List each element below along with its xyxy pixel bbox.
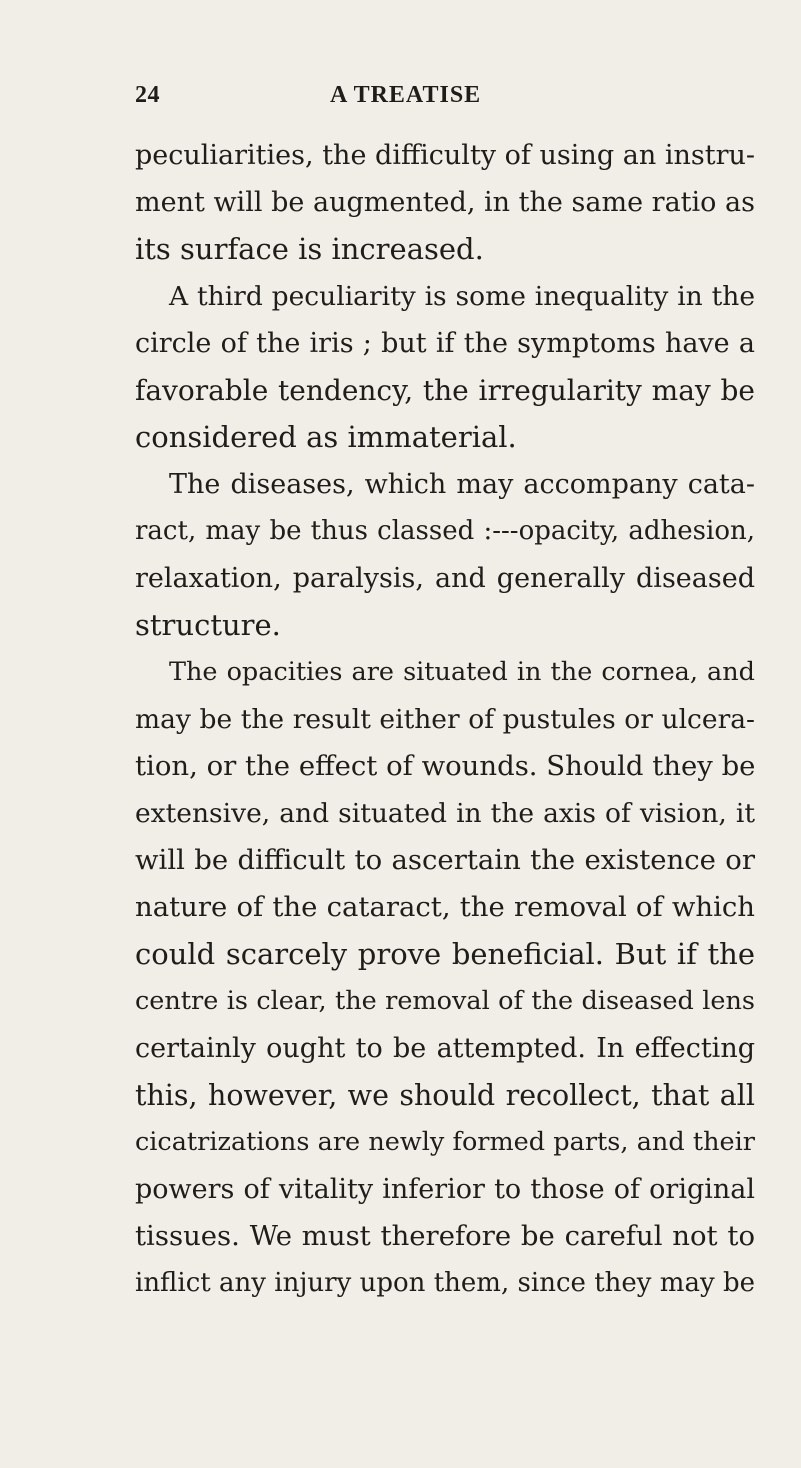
- text-line: could scarcely prove beneficial. But if the: [135, 937, 755, 971]
- text-line: ment will be augmented, in the same ratio as: [135, 187, 755, 218]
- text-line: inflict any injury upon them, since they may be: [135, 1268, 755, 1298]
- text-line: extensive, and situated in the axis of vision, it: [135, 798, 755, 829]
- text-line: The diseases, which may accompany cata-: [169, 469, 755, 500]
- page-number: 24: [135, 82, 160, 108]
- text-line: peculiarities, the difficulty of using an instru-: [135, 140, 755, 171]
- text-line: cicatrizations are newly formed parts, and their: [135, 1127, 755, 1157]
- text-line: ract, may be thus classed :---opacity, adhesion,: [135, 516, 755, 546]
- body-text: [135, 132, 755, 1307]
- text-line: The opacities are situated in the cornea, and: [169, 657, 755, 687]
- text-line: will be difficult to ascertain the existence or: [135, 844, 755, 876]
- running-title: A TREATISE: [330, 82, 482, 108]
- text-line: favorable tendency, the irregularity may be: [135, 374, 755, 407]
- text-line: this, however, we should recollect, that all: [135, 1079, 755, 1112]
- text-line: powers of vitality inferior to those of original: [135, 1174, 755, 1205]
- text-line: nature of the cataract, the removal of which: [135, 891, 755, 923]
- text-line: structure.: [135, 608, 281, 642]
- text-line: A third peculiarity is some inequality in the: [169, 281, 755, 312]
- text-line: certainly ought to be attempted. In effecting: [135, 1033, 755, 1064]
- text-line: tissues. We must therefore be careful not to: [135, 1220, 755, 1252]
- text-line: considered as immaterial.: [135, 420, 517, 454]
- running-head: [135, 82, 755, 116]
- text-line: circle of the iris ; but if the symptoms have a: [135, 328, 755, 359]
- text-line: its surface is increased.: [135, 232, 484, 266]
- text-line: relaxation, paralysis, and generally diseased: [135, 563, 755, 594]
- text-line: may be the result either of pustules or ulcera-: [135, 704, 755, 735]
- text-line: tion, or the effect of wounds. Should they be: [135, 750, 756, 782]
- text-line: centre is clear, the removal of the diseased lens: [135, 986, 755, 1016]
